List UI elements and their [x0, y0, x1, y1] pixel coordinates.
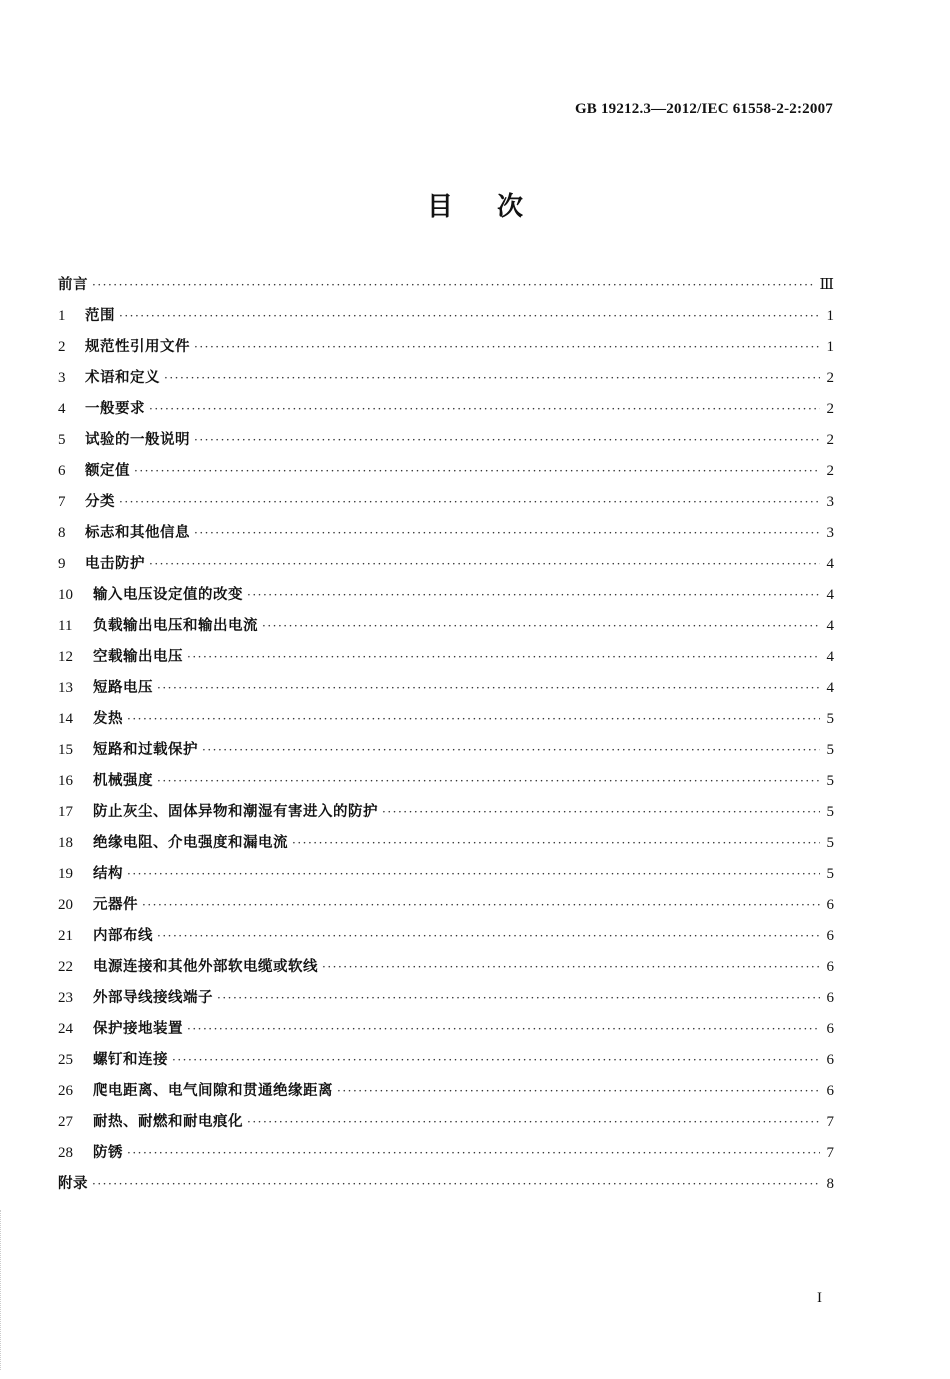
toc-entry[interactable]	[58, 921, 834, 952]
toc-entry[interactable]	[58, 890, 834, 921]
toc-entry-title: 标志和其他信息	[85, 525, 190, 541]
toc-entry-title: 一般要求	[85, 401, 145, 417]
toc-entry[interactable]	[58, 1014, 834, 1045]
toc-entry[interactable]	[58, 642, 834, 673]
toc-dot-leader	[382, 797, 820, 828]
toc-entry-page: 6	[826, 1083, 834, 1099]
toc-dot-leader	[142, 890, 820, 921]
toc-entry[interactable]	[58, 797, 834, 828]
toc-entry-number: 19	[58, 866, 73, 882]
toc-entry-number: 12	[58, 649, 73, 665]
toc-entry-page: 4	[826, 556, 834, 572]
toc-entry-page: 3	[826, 525, 834, 541]
toc-entry[interactable]	[58, 766, 834, 797]
toc-entry-page: 3	[826, 494, 834, 510]
toc-entry-number: 16	[58, 773, 73, 789]
toc-entry-title: 前言	[58, 277, 88, 293]
toc-entry-title: 保护接地装置	[93, 1021, 183, 1037]
toc-dot-leader	[127, 704, 820, 735]
toc-entry-number: 7	[58, 494, 66, 510]
toc-dot-leader	[92, 1169, 820, 1200]
toc-entry-page: 7	[826, 1114, 834, 1130]
standard-code: GB 19212.3—2012/IEC 61558-2-2:2007	[574, 101, 833, 117]
toc-entry-number: 18	[58, 835, 73, 851]
toc-dot-leader	[157, 766, 820, 797]
toc-dot-leader	[262, 611, 820, 642]
toc-entry-page: 6	[826, 928, 834, 944]
table-of-contents	[58, 270, 834, 1200]
toc-entry[interactable]	[58, 983, 834, 1014]
page-title: 目次	[426, 192, 567, 222]
toc-entry-page: 5	[826, 773, 834, 789]
toc-entry-page: 1	[826, 308, 834, 324]
toc-entry-title: 防止灰尘、固体异物和潮湿有害进入的防护	[93, 804, 378, 820]
toc-entry-number: 6	[58, 463, 66, 479]
toc-entry-title: 耐热、耐燃和耐电痕化	[93, 1114, 243, 1130]
toc-entry[interactable]	[58, 425, 834, 456]
toc-entry[interactable]	[58, 487, 834, 518]
toc-entry-title: 试验的一般说明	[85, 432, 190, 448]
toc-entry-page: 6	[826, 990, 834, 1006]
toc-entry[interactable]	[58, 1138, 834, 1169]
toc-entry-number: 3	[58, 370, 66, 386]
toc-entry-title: 附录	[58, 1176, 88, 1192]
toc-entry[interactable]	[58, 1076, 834, 1107]
toc-entry[interactable]	[58, 580, 834, 611]
toc-entry[interactable]	[58, 859, 834, 890]
toc-entry-number: 26	[58, 1083, 73, 1099]
toc-entry-number: 22	[58, 959, 73, 975]
toc-entry-title: 内部布线	[93, 928, 153, 944]
toc-entry-number: 2	[58, 339, 66, 355]
toc-entry-number: 14	[58, 711, 73, 727]
toc-entry-title: 空载输出电压	[93, 649, 183, 665]
toc-dot-leader	[217, 983, 820, 1014]
toc-entry-page: 5	[826, 866, 834, 882]
toc-entry-title: 范围	[85, 308, 115, 324]
toc-entry-number: 28	[58, 1145, 73, 1161]
toc-entry-number: 24	[58, 1021, 73, 1037]
toc-entry-page: 6	[826, 897, 834, 913]
toc-entry[interactable]	[58, 952, 834, 983]
toc-entry-page: 8	[826, 1176, 834, 1192]
toc-entry[interactable]	[58, 611, 834, 642]
toc-dot-leader	[172, 1045, 820, 1076]
toc-entry-number: 15	[58, 742, 73, 758]
toc-dot-leader	[119, 487, 820, 518]
toc-dot-leader	[194, 425, 820, 456]
toc-entry-number: 8	[58, 525, 66, 541]
toc-entry-page: 4	[826, 587, 834, 603]
toc-entry-title: 螺钉和连接	[93, 1052, 168, 1068]
toc-entry-number: 25	[58, 1052, 73, 1068]
toc-entry-page: 2	[826, 370, 834, 386]
toc-entry-page: 2	[826, 401, 834, 417]
toc-entry[interactable]	[58, 1107, 834, 1138]
toc-dot-leader	[134, 456, 820, 487]
toc-entry-title: 电源连接和其他外部软电缆或软线	[93, 959, 318, 975]
toc-entry-page: 6	[826, 1021, 834, 1037]
toc-entry-number: 5	[58, 432, 66, 448]
toc-entry-page: 7	[826, 1145, 834, 1161]
toc-entry-number: 17	[58, 804, 73, 820]
toc-dot-leader	[292, 828, 820, 859]
toc-entry-title: 绝缘电阻、介电强度和漏电流	[93, 835, 288, 851]
toc-entry[interactable]	[58, 363, 834, 394]
toc-entry-title: 负载输出电压和输出电流	[93, 618, 258, 634]
toc-dot-leader	[127, 1138, 820, 1169]
toc-entry-number: 23	[58, 990, 73, 1006]
toc-entry[interactable]	[58, 704, 834, 735]
toc-entry-title: 防锈	[93, 1145, 123, 1161]
toc-entry-number: 27	[58, 1114, 73, 1130]
toc-entry-page: 5	[826, 711, 834, 727]
page-number: I	[817, 1290, 822, 1306]
toc-entry[interactable]	[58, 1169, 834, 1200]
toc-entry-number: 20	[58, 897, 73, 913]
toc-dot-leader	[187, 1014, 820, 1045]
toc-entry-page: 2	[826, 432, 834, 448]
toc-dot-leader	[127, 859, 820, 890]
toc-entry[interactable]	[58, 735, 834, 766]
toc-entry-number: 4	[58, 401, 66, 417]
toc-dot-leader	[202, 735, 820, 766]
toc-entry[interactable]	[58, 332, 834, 363]
toc-entry-page: 4	[826, 649, 834, 665]
toc-entry-title: 术语和定义	[85, 370, 160, 386]
toc-entry-title: 额定值	[85, 463, 130, 479]
toc-entry-page: 5	[826, 835, 834, 851]
toc-dot-leader	[149, 549, 820, 580]
toc-entry[interactable]	[58, 518, 834, 549]
toc-dot-leader	[157, 921, 820, 952]
toc-entry[interactable]	[58, 673, 834, 704]
toc-entry-page: 4	[826, 618, 834, 634]
scan-edge-mark	[0, 1210, 7, 1370]
toc-entry[interactable]	[58, 828, 834, 859]
toc-entry-title: 规范性引用文件	[85, 339, 190, 355]
toc-entry-title: 发热	[93, 711, 123, 727]
toc-dot-leader	[119, 301, 820, 332]
toc-entry-title: 爬电距离、电气间隙和贯通绝缘距离	[93, 1083, 333, 1099]
toc-entry-title: 输入电压设定值的改变	[93, 587, 243, 603]
toc-entry-page: 4	[826, 680, 834, 696]
toc-entry[interactable]	[58, 1045, 834, 1076]
toc-entry-title: 结构	[93, 866, 123, 882]
toc-entry-page: 5	[826, 804, 834, 820]
toc-dot-leader	[247, 580, 820, 611]
toc-entry[interactable]	[58, 394, 834, 425]
toc-entry-number: 11	[58, 618, 73, 634]
toc-entry[interactable]	[58, 301, 834, 332]
toc-dot-leader	[337, 1076, 820, 1107]
toc-entry-page: 6	[826, 1052, 834, 1068]
toc-entry-number: 13	[58, 680, 73, 696]
toc-entry-page: 6	[826, 959, 834, 975]
toc-dot-leader	[322, 952, 820, 983]
toc-entry[interactable]	[58, 549, 834, 580]
toc-dot-leader	[92, 270, 814, 301]
toc-entry-title: 分类	[85, 494, 115, 510]
toc-entry-page: 1	[826, 339, 834, 355]
toc-entry-title: 外部导线接线端子	[93, 990, 213, 1006]
toc-dot-leader	[187, 642, 820, 673]
toc-dot-leader	[194, 332, 820, 363]
toc-entry-number: 10	[58, 587, 73, 603]
toc-entry-title: 短路电压	[93, 680, 153, 696]
toc-entry-page: 2	[826, 463, 834, 479]
toc-entry-number: 9	[58, 556, 66, 572]
toc-dot-leader	[194, 518, 820, 549]
toc-entry-title: 电击防护	[85, 556, 145, 572]
toc-entry-number: 1	[58, 308, 66, 324]
toc-dot-leader	[247, 1107, 820, 1138]
toc-entry-title: 元器件	[93, 897, 138, 913]
toc-entry[interactable]	[58, 270, 834, 301]
toc-entry-page: Ⅲ	[819, 277, 834, 293]
toc-dot-leader	[157, 673, 820, 704]
toc-entry-title: 机械强度	[93, 773, 153, 789]
toc-dot-leader	[149, 394, 820, 425]
toc-entry-title: 短路和过载保护	[93, 742, 198, 758]
toc-entry[interactable]	[58, 456, 834, 487]
toc-entry-page: 5	[826, 742, 834, 758]
toc-entry-number: 21	[58, 928, 73, 944]
toc-dot-leader	[164, 363, 820, 394]
